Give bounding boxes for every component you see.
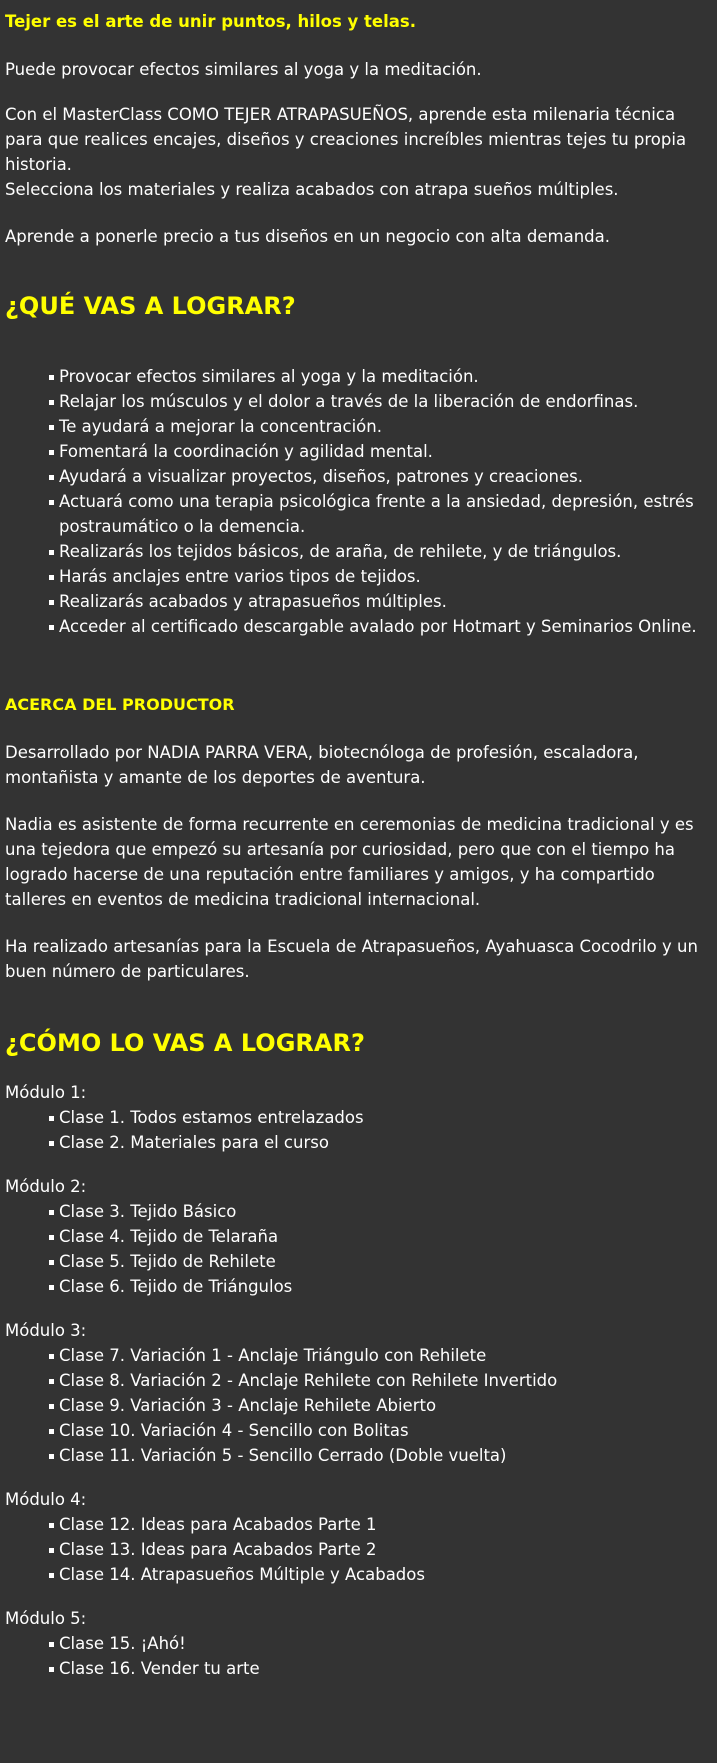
achieve-item: Realizarás acabados y atrapasueños múltiples. <box>45 589 717 614</box>
producer-paragraph-2-line-2: una tejedora que empezó su artesanía por curiosidad, pero que con el tiempo ha <box>5 840 675 859</box>
class-item: Clase 1. Todos estamos entrelazados <box>45 1105 717 1130</box>
intro-title: Tejer es el arte de unir puntos, hilos y telas. <box>5 12 416 31</box>
achieve-item: Realizarás los tejidos básicos, de araña, de rehilete, y de triángulos. <box>45 539 717 564</box>
producer-heading: ACERCA DEL PRODUCTOR <box>5 695 235 714</box>
module-class-list <box>5 1105 717 1155</box>
module-class-list <box>5 1343 717 1468</box>
class-item: Clase 11. Variación 5 - Sencillo Cerrado (Doble vuelta) <box>45 1443 717 1468</box>
class-item: Clase 9. Variación 3 - Anclaje Rehilete Abierto <box>45 1393 717 1418</box>
class-item: Clase 7. Variación 1 - Anclaje Triángulo con Rehilete <box>45 1343 717 1368</box>
achieve-item: Fomentará la coordinación y agilidad mental. <box>45 439 717 464</box>
intro-paragraph-2-line-3: historia. <box>5 155 72 174</box>
achieve-item <box>45 489 717 539</box>
class-item: Clase 2. Materiales para el curso <box>45 1130 717 1155</box>
producer-paragraph-3-line-2: buen número de particulares. <box>5 962 250 981</box>
module-block <box>5 1487 717 1587</box>
module-block <box>5 1606 717 1681</box>
module-label: Módulo 1: <box>5 1083 87 1102</box>
module-class-list <box>5 1631 717 1681</box>
intro-paragraph-4: Aprende a ponerle precio a tus diseños en un negocio con alta demanda. <box>5 227 610 246</box>
module-label: Módulo 2: <box>5 1177 87 1196</box>
class-item: Clase 6. Tejido de Triángulos <box>45 1274 717 1299</box>
producer-paragraph-2-line-3: logrado hacerse de una reputación entre familiares y amigos, y ha compartido <box>5 865 655 884</box>
class-item: Clase 13. Ideas para Acabados Parte 2 <box>45 1537 717 1562</box>
achieve-item: Ayudará a visualizar proyectos, diseños, patrones y creaciones. <box>45 464 717 489</box>
producer-paragraph-3-line-1: Ha realizado artesanías para la Escuela de Atrapasueños, Ayahuasca Cocodrilo y un <box>5 937 698 956</box>
achieve-item-line-2: postraumático o la demencia. <box>59 517 306 536</box>
class-item: Clase 10. Variación 4 - Sencillo con Bolitas <box>45 1418 717 1443</box>
module-class-list <box>5 1199 717 1299</box>
producer-paragraph-1-line-1: Desarrollado por NADIA PARRA VERA, biotecnóloga de profesión, escaladora, <box>5 743 639 762</box>
achieve-item: Harás anclajes entre varios tipos de tejidos. <box>45 564 717 589</box>
class-item: Clase 14. Atrapasueños Múltiple y Acabados <box>45 1562 717 1587</box>
producer-paragraph-2-line-1: Nadia es asistente de forma recurrente en ceremonias de medicina tradicional y es <box>5 815 694 834</box>
class-item: Clase 8. Variación 2 - Anclaje Rehilete con Rehilete Invertido <box>45 1368 717 1393</box>
module-label: Módulo 4: <box>5 1490 87 1509</box>
class-item: Clase 12. Ideas para Acabados Parte 1 <box>45 1512 717 1537</box>
achieve-list <box>5 364 717 639</box>
achieve-item: Relajar los músculos y el dolor a través de la liberación de endorfinas. <box>45 389 717 414</box>
module-block <box>5 1080 717 1155</box>
producer-paragraph-1-line-2: montañista y amante de los deportes de aventura. <box>5 768 426 787</box>
intro-paragraph-2-line-1: Con el MasterClass COMO TEJER ATRAPASUEÑOS, aprende esta milenaria técnica <box>5 105 676 124</box>
achieve-heading: ¿QUÉ VAS A LOGRAR? <box>5 292 296 320</box>
class-item: Clase 3. Tejido Básico <box>45 1199 717 1224</box>
module-label: Módulo 3: <box>5 1321 87 1340</box>
intro-paragraph-1: Puede provocar efectos similares al yoga y la meditación. <box>5 60 482 79</box>
producer-paragraph-2-line-4: talleres en eventos de medicina tradicional internacional. <box>5 890 481 909</box>
module-block <box>5 1318 717 1468</box>
class-item: Clase 5. Tejido de Rehilete <box>45 1249 717 1274</box>
achieve-item-line-1: Actuará como una terapia psicológica frente a la ansiedad, depresión, estrés <box>59 492 694 511</box>
class-item: Clase 15. ¡Ahó! <box>45 1631 717 1656</box>
achieve-item: Provocar efectos similares al yoga y la meditación. <box>45 364 717 389</box>
module-block <box>5 1174 717 1299</box>
achieve-item: Te ayudará a mejorar la concentración. <box>45 414 717 439</box>
module-label: Módulo 5: <box>5 1609 87 1628</box>
class-item: Clase 16. Vender tu arte <box>45 1656 717 1681</box>
module-class-list <box>5 1512 717 1587</box>
class-item: Clase 4. Tejido de Telaraña <box>45 1224 717 1249</box>
intro-paragraph-2-line-2: para que realices encajes, diseños y creaciones increíbles mientras tejes tu propia <box>5 130 687 149</box>
achieve-item: Acceder al certificado descargable avalado por Hotmart y Seminarios Online. <box>45 614 717 639</box>
intro-paragraph-3: Selecciona los materiales y realiza acabados con atrapa sueños múltiples. <box>5 180 619 199</box>
how-heading: ¿CÓMO LO VAS A LOGRAR? <box>5 1029 365 1057</box>
